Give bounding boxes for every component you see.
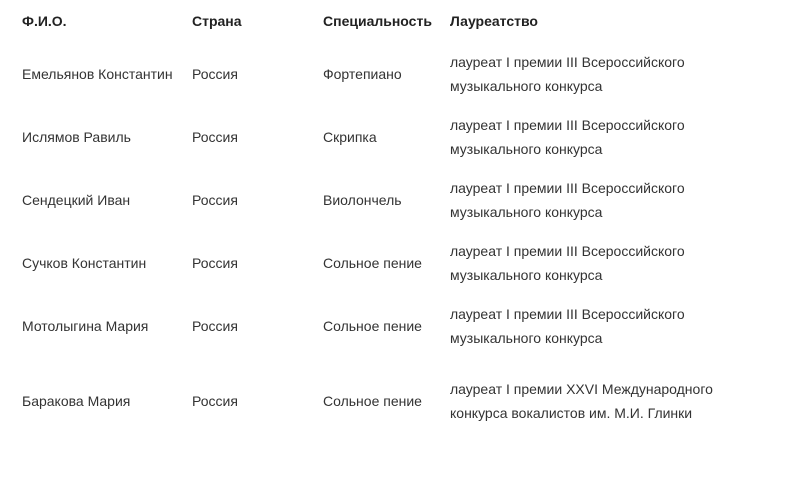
cell-laureate: лауреат I премии III Всероссийского музыкального конкурса	[450, 242, 685, 283]
table-row	[14, 105, 754, 168]
cell-name: Сучков Константин	[22, 254, 147, 271]
table-header-row	[14, 0, 754, 42]
table-row	[14, 357, 754, 445]
table-row	[14, 231, 754, 294]
cell-name: Мотолыгина Мария	[22, 317, 149, 334]
cell-specialty: Сольное пение	[323, 317, 422, 334]
cell-laureate: лауреат I премии III Всероссийского музыкального конкурса	[450, 179, 685, 220]
cell-country: Россия	[192, 317, 238, 334]
header-specialty: Специальность	[323, 13, 432, 29]
cell-laureate: лауреат I премии III Всероссийского музыкального конкурса	[450, 116, 685, 157]
cell-name: Баракова Мария	[22, 393, 131, 409]
cell-specialty: Скрипка	[323, 128, 377, 145]
cell-laureate: лауреат I премии III Всероссийского музыкального конкурса	[450, 305, 685, 346]
cell-name: Сендецкий Иван	[22, 191, 131, 208]
header-country: Страна	[192, 13, 242, 29]
header-laureate: Лауреатство	[450, 13, 538, 29]
laureates-table	[14, 0, 754, 445]
cell-laureate: лауреат I премии III Всероссийского музыкального конкурса	[450, 53, 685, 94]
cell-name: Емельянов Константин	[22, 65, 173, 82]
cell-laureate: лауреат I премии XXVI Международного конкурса вокалистов им. М.И. Глинки	[450, 381, 713, 421]
table-row	[14, 42, 754, 105]
cell-country: Россия	[192, 128, 238, 145]
table-row	[14, 294, 754, 357]
cell-specialty: Сольное пение	[323, 393, 422, 409]
cell-specialty: Сольное пение	[323, 254, 422, 271]
table-row	[14, 168, 754, 231]
cell-name: Ислямов Равиль	[22, 128, 131, 145]
cell-specialty: Фортепиано	[323, 65, 402, 82]
header-name: Ф.И.О.	[22, 13, 67, 29]
cell-country: Россия	[192, 191, 238, 208]
cell-country: Россия	[192, 65, 238, 82]
cell-specialty: Виолончель	[323, 191, 402, 208]
cell-country: Россия	[192, 393, 238, 409]
cell-country: Россия	[192, 254, 238, 271]
